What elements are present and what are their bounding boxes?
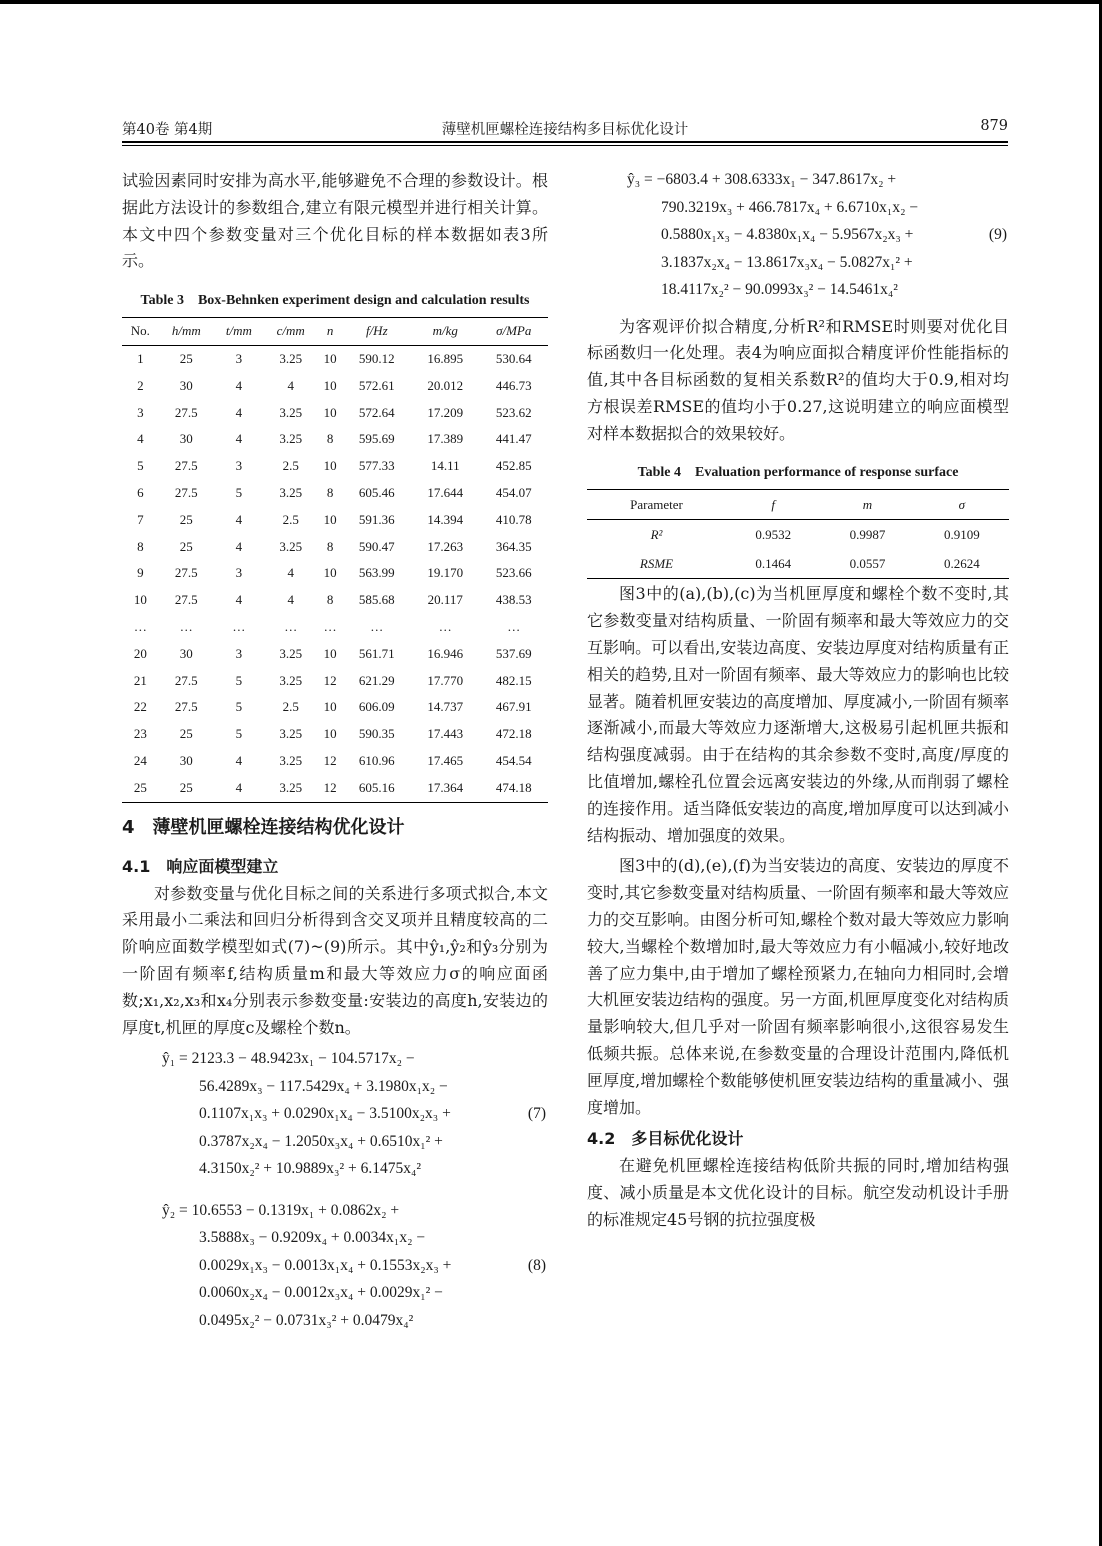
table-cell: 30 [179, 752, 193, 768]
table-cell: 10 [323, 511, 337, 527]
table-cell: 14.11 [430, 458, 460, 474]
right-column [587, 168, 1009, 1234]
table-cell: 10 [323, 350, 337, 366]
table-cell: 27.5 [174, 484, 198, 500]
table-cell: … [133, 618, 147, 634]
table-cell: 5 [235, 726, 243, 742]
table-row [122, 641, 548, 668]
table-cell: 2.5 [282, 699, 299, 715]
table-cell: 3 [235, 350, 243, 366]
table-cell: 4 [235, 377, 243, 393]
table-cell: … [232, 618, 246, 634]
table-cell: 12 [318, 775, 343, 802]
table-cell: 5 [137, 458, 144, 474]
table-cell: … [179, 618, 193, 634]
table3-header-row [122, 318, 548, 346]
table-cell: 21 [133, 672, 147, 688]
equation-line: 0.0495x₂² − 0.0731x₃² + 0.0479x₄² [199, 1311, 414, 1329]
table-cell: 8 [137, 538, 144, 554]
table-cell: 441.47 [495, 431, 532, 447]
table-cell: 2 [137, 377, 144, 393]
table-cell: 4 [287, 377, 294, 393]
table-cell: 454.07 [495, 484, 532, 500]
table-row [122, 721, 548, 748]
table-cell: 3.25 [279, 350, 303, 366]
table-row [122, 694, 548, 721]
table-cell: 3.25 [279, 726, 303, 742]
equation-line: 3.5888x₃ − 0.9209x₄ + 0.0034x₁x₂ − [199, 1229, 426, 1247]
table-cell: 446.73 [495, 377, 532, 393]
table-cell: 10 [323, 404, 337, 420]
table-cell: 17.389 [427, 431, 464, 447]
table-row [122, 453, 548, 480]
table3-title: Box-Behnken experiment design and calculation results [197, 293, 530, 309]
table-row [122, 480, 548, 507]
table-cell: 17.209 [427, 404, 464, 420]
page-number: 879 [980, 118, 1008, 134]
journal-issue: 第40卷 第4期 [122, 122, 213, 138]
equation-line: 0.0060x₂x₄ − 0.0012x₃x₄ + 0.0029x₁² − [199, 1284, 443, 1302]
table-cell: 27.5 [174, 458, 198, 474]
table-row [122, 587, 548, 614]
table-cell: 472.18 [495, 726, 532, 742]
table-cell: 4 [235, 538, 243, 554]
table-cell: 30 [179, 431, 193, 447]
table-cell: 474.18 [479, 775, 548, 802]
table-cell: 590.35 [358, 726, 395, 742]
table-cell: 572.64 [358, 404, 395, 420]
table-cell: 17.263 [427, 538, 464, 554]
table-cell: 452.85 [495, 458, 532, 474]
table-cell: 4 [235, 404, 243, 420]
table-cell: 4 [287, 592, 294, 608]
table3-label: Table 3 [140, 293, 184, 309]
paragraph: 图3中的(d),(e),(f)为当安装边的高度、安装边的厚度不变时,其它参数变量对结构质量、一阶固有频率和最大等效应力的交互影响。由图分析可知,螺栓个数对最大等效应力影响较大,当螺栓个数增加时,最大等效应力有小幅减小,较好地改善了应力集中,由于增加了螺栓预紧力,在轴向力相同时,会增大机匣安装边结构的强度。另一方面,机匣厚度变化对结构质量影响较大,但几乎对一阶固有频率影响很小,这很容易发生低频共振。总体来说,在参数变量的合理设计范围内,降低机匣厚度,增加螺栓个数能够使机匣安装边结构的重量减小、强度增加。 [587, 856, 1009, 1117]
table-header-cell: t/mm [214, 318, 264, 346]
section-heading: 4 薄壁机匣螺栓连接结构优化设计 [122, 816, 405, 838]
equation-number: (8) [527, 1256, 546, 1274]
header-rule-thin [122, 145, 1008, 146]
table-cell: 4 [137, 431, 144, 447]
table-cell: 3.25 [279, 538, 303, 554]
table-cell: 27.5 [174, 592, 198, 608]
table-cell: 20.117 [427, 592, 463, 608]
table-cell: 6 [137, 484, 144, 500]
table-cell: 2.5 [282, 458, 299, 474]
table4-title: Evaluation performance of response surface [695, 465, 959, 481]
equation-line: 0.3787x₂x₄ − 1.2050x₃x₄ + 0.6510x₁² + [199, 1132, 443, 1150]
table-cell: 467.91 [495, 699, 532, 715]
equation-line: 790.3219x₃ + 466.7817x₄ + 6.6710x₁x₂ − [661, 198, 919, 216]
table-row [587, 549, 1009, 579]
equation-line: 18.4117x₂² − 90.0993x₃² − 14.5461x₄² [661, 281, 898, 298]
paragraph: 图3中的(a),(b),(c)为当机匣厚度和螺栓个数不变时,其它参数变量对结构质量、一阶固有频率和最大等效应力的交互影响。可以看出,安装边高度、安装边厚度对结构质量有正相关的趋势,且对一阶固有频率、最大等效应力的影响也比较显著。随着机匣安装边的高度增加、厚度减小,一阶固有频率逐渐减小,而最大等效应力逐渐增大,这极易引起机匣共振和结构强度减弱。由于在结构的其余参数不变时,高度/厚度的比值增加,螺栓孔位置会远离安装边的外缘,从而削弱了螺栓的连接作用。适当降低安装边的高度,增加厚度可以达到减小结构振动、增加强度的效果。 [587, 584, 1009, 845]
table-cell: 20.012 [427, 377, 464, 393]
table-cell: 4 [235, 431, 243, 447]
table-cell: 561.71 [358, 645, 395, 661]
table-cell: R² [650, 526, 663, 542]
table-cell: 8 [326, 431, 334, 447]
table-cell: 610.96 [358, 752, 395, 768]
table-cell: 8 [326, 592, 334, 608]
table-cell: 5 [235, 672, 243, 688]
table-cell: 4 [235, 592, 243, 608]
page-border-top [0, 0, 1102, 4]
table-cell: 454.54 [495, 752, 532, 768]
table-cell: 8 [326, 484, 334, 500]
table-cell: 27.5 [174, 404, 198, 420]
equation-8 [122, 1197, 548, 1335]
table4-body [587, 520, 1009, 579]
table-cell: 3.25 [279, 672, 303, 688]
table-cell: 591.36 [358, 511, 395, 527]
table-row [122, 775, 548, 802]
table-header-cell: m/kg [411, 318, 479, 346]
table-cell: 605.16 [343, 775, 411, 802]
table-cell: 8 [326, 538, 334, 554]
table-cell: 585.68 [358, 592, 395, 608]
table3-caption [122, 289, 548, 313]
table-cell: 1 [137, 350, 144, 366]
table-cell: 3.25 [279, 404, 303, 420]
table-cell: 10 [323, 377, 337, 393]
table-cell: 30 [179, 377, 193, 393]
table-row [122, 534, 548, 561]
table-cell: 5 [235, 484, 243, 500]
table-cell: 23 [133, 726, 147, 742]
equation-line: ŷ₃ = −6803.4 + 308.6333x₁ − 347.8617x₂ + [627, 171, 897, 188]
table-cell: 3 [235, 645, 243, 661]
table-cell: 17.465 [427, 752, 464, 768]
table-cell: … [438, 618, 452, 634]
table3-body [122, 345, 548, 802]
table-cell: 7 [137, 511, 144, 527]
table-header-cell: f [726, 490, 820, 520]
table-cell: 25 [179, 726, 193, 742]
table-header-cell: c/mm [264, 318, 318, 346]
paragraph: 对参数变量与优化目标之间的关系进行多项式拟合,本文采用最小二乘法和回归分析得到含交叉项并且精度较高的二阶响应面数学模型如式(7)~(9)所示。其中ŷ₁,ŷ₂和ŷ₃分别为一阶固有频率f,结构质量m和最大等效应力σ的响应面函数;x₁,x₂,x₃和x₄分别表示参数变量:安装边的高度h,安装边的厚度t,机匣的厚度c及螺栓个数n。 [122, 883, 548, 1037]
table-cell: … [284, 618, 298, 634]
equation-line: 0.5880x₁x₃ − 4.8380x₁x₄ − 5.9567x₂x₃ + [661, 226, 914, 243]
table-cell: 595.69 [358, 431, 395, 447]
table-cell: 10 [323, 565, 337, 581]
table-row [122, 560, 548, 587]
table-cell: 24 [133, 752, 147, 768]
table-cell: 17.644 [427, 484, 464, 500]
table-cell: 563.99 [358, 565, 395, 581]
table-cell: 621.29 [358, 672, 395, 688]
table-cell: 19.170 [427, 565, 464, 581]
table-header-cell: σ [915, 490, 1009, 520]
table-cell: 523.66 [495, 565, 532, 581]
header-rule-thick [122, 141, 1008, 143]
table-cell: 606.09 [358, 699, 395, 715]
table-cell: 25 [179, 350, 193, 366]
table4-caption [587, 461, 1009, 485]
table-cell: 4 [287, 565, 294, 581]
table-row [122, 748, 548, 775]
table-cell: 2.5 [282, 511, 299, 527]
table-cell: 3.25 [279, 645, 303, 661]
equation-line: 3.1837x₂x₄ − 13.8617x₃x₄ − 5.0827x₁² + [661, 253, 913, 271]
table-cell: 438.53 [495, 592, 532, 608]
table-cell: … [323, 618, 337, 634]
table-cell: 0.9987 [849, 526, 886, 542]
table-cell: 482.15 [495, 672, 532, 688]
table-cell: 590.12 [358, 350, 395, 366]
table-cell: 30 [179, 645, 193, 661]
table-cell: 0.1464 [726, 549, 820, 579]
table4-label: Table 4 [637, 465, 682, 481]
equation-line: 4.3150x₂² + 10.9889x₃² + 6.1475x₄² [199, 1160, 422, 1178]
running-header [122, 118, 1008, 140]
table-cell: 3.25 [279, 752, 303, 768]
table-cell: 4 [214, 775, 264, 802]
table-cell: 10 [323, 645, 337, 661]
table-cell: 27.5 [174, 699, 198, 715]
table3 [122, 317, 548, 802]
table-cell: 572.61 [358, 377, 395, 393]
table-cell: 605.46 [358, 484, 395, 500]
table-cell: 4 [235, 511, 243, 527]
table-cell: 14.737 [427, 699, 464, 715]
table-cell: … [507, 618, 521, 634]
table-header-cell: h/mm [159, 318, 214, 346]
table-cell: 25 [179, 538, 193, 554]
table-row [122, 373, 548, 400]
equation-line: 56.4289x₃ − 117.5429x₄ + 3.1980x₁x₂ − [199, 1077, 448, 1095]
table-cell: 12 [323, 672, 337, 688]
table-cell: 25 [179, 511, 193, 527]
table-header-cell: σ/MPa [479, 318, 548, 346]
table-cell: 17.443 [427, 726, 464, 742]
subsection-heading: 4.2 多目标优化设计 [587, 1129, 744, 1149]
table-cell: 0.9532 [755, 526, 792, 542]
table-cell: 9 [137, 565, 144, 581]
table-cell: 577.33 [358, 458, 395, 474]
table-cell: 10 [133, 592, 147, 608]
table-row [122, 400, 548, 427]
running-title: 薄壁机匣螺栓连接结构多目标优化设计 [441, 122, 689, 138]
table-row [122, 426, 548, 453]
equation-line: ŷ₂ = 10.6553 − 0.1319x₁ + 0.0862x₂ + [162, 1201, 400, 1219]
table-cell: 22 [133, 699, 147, 715]
table4-header-row [587, 490, 1009, 520]
equation-line: 0.1107x₁x₃ + 0.0290x₁x₄ − 3.5100x₂x₃ + [199, 1105, 451, 1123]
table-cell: 17.770 [427, 672, 464, 688]
table-cell: 5 [235, 699, 243, 715]
table-cell: 10 [323, 726, 337, 742]
equation-number: (9) [988, 226, 1007, 243]
paragraph: 试验因素同时安排为高水平,能够避免不合理的参数设计。根据此方法设计的参数组合,建立有限元模型并进行相关计算。本文中四个参数变量对三个优化目标的样本数据如表3所示。 [122, 171, 548, 271]
table-cell: 14.394 [427, 511, 464, 527]
table-cell: 3 [137, 404, 144, 420]
table-cell: 590.47 [358, 538, 395, 554]
table-cell: 4 [235, 752, 243, 768]
table-cell: 3.25 [279, 484, 303, 500]
table-cell: 16.946 [427, 645, 464, 661]
table-header-cell: n [318, 318, 343, 346]
table-cell: 27.5 [174, 672, 198, 688]
subsection-heading: 4.1 响应面模型建立 [122, 856, 279, 876]
paragraph: 为客观评价拟合精度,分析R²和RMSE时则要对优化目标函数归一化处理。表4为响应面拟合精度评价性能指标的值,其中各目标函数的复相关系数R²的值均大于0.9,相对均方根误差RMSE的值均小于0.27,这说明建立的响应面模型对样本数据拟合的效果较好。 [587, 316, 1009, 443]
table-cell: 410.78 [495, 511, 532, 527]
table-cell: 17.364 [411, 775, 479, 802]
left-column [122, 168, 548, 1334]
table-cell: 27.5 [174, 565, 198, 581]
table-header-cell: Parameter [587, 490, 726, 520]
table-cell: 20 [133, 645, 147, 661]
table-cell: 0.0557 [820, 549, 914, 579]
table-cell: 10 [323, 458, 337, 474]
equation-line: 0.0029x₁x₃ − 0.0013x₁x₄ + 0.1553x₂x₃ + [199, 1256, 452, 1274]
table-cell: 3 [235, 458, 243, 474]
table-row [122, 668, 548, 695]
table-header-cell: No. [122, 318, 159, 346]
table-cell: 0.9109 [943, 526, 980, 542]
table-cell: 12 [323, 752, 337, 768]
equation-line: ŷ₁ = 2123.3 − 48.9423x₁ − 104.5717x₂ − [162, 1050, 415, 1068]
table-cell: 25 [159, 775, 214, 802]
table-cell: … [370, 618, 384, 634]
table-cell: 3.25 [264, 775, 318, 802]
table-cell: 25 [122, 775, 159, 802]
equation-number: (7) [527, 1105, 546, 1123]
equation-9 [587, 166, 1009, 304]
table-header-cell: f/Hz [343, 318, 411, 346]
table-cell: 16.895 [427, 350, 464, 366]
table-header-cell: m [820, 490, 914, 520]
table-cell: 364.35 [495, 538, 532, 554]
table-cell: 3.25 [279, 431, 303, 447]
table-row [122, 614, 548, 641]
table4 [587, 489, 1009, 579]
table-row [122, 345, 548, 372]
table-cell: 537.69 [495, 645, 532, 661]
table-row [122, 507, 548, 534]
equation-7 [122, 1045, 548, 1183]
table-cell: 530.64 [495, 350, 532, 366]
table-cell: RSME [587, 549, 726, 579]
table-cell: 10 [323, 699, 337, 715]
table-cell: 3 [235, 565, 243, 581]
table-cell: 523.62 [495, 404, 532, 420]
table-row [587, 520, 1009, 550]
table-cell: 0.2624 [915, 549, 1009, 579]
paragraph: 在避免机匣螺栓连接结构低阶共振的同时,增加结构强度、减小质量是本文优化设计的目标。航空发动机设计手册的标准规定45号钢的抗拉强度极 [587, 1156, 1009, 1230]
